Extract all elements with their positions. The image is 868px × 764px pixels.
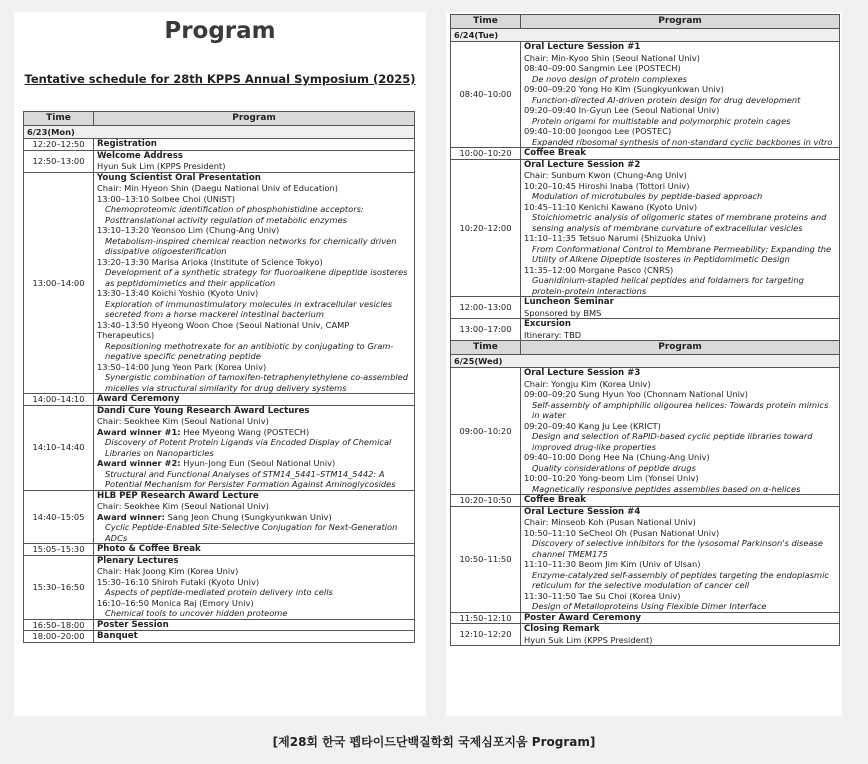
speaker-line: Chair: Yongju Kim (Korea Univ) <box>524 378 651 389</box>
award-winner-label: Award winner: <box>97 511 165 522</box>
talk-title: Stoichiometric analysis of oligomeric states of membrane proteins and <box>532 212 827 222</box>
session-title: Photo & Coffee Break <box>97 544 201 554</box>
program-cell <box>94 490 415 544</box>
time-cell: 10:20–12:00 <box>451 159 521 297</box>
time-cell: 15:30–16:50 <box>24 555 94 619</box>
table-row <box>24 631 415 643</box>
talk-title: Development of a synthetic strategy for fluoroalkene dipeptide isosteres <box>105 267 408 277</box>
speaker-line: 11:35–12:00 Morgane Pasco (CNRS) <box>524 264 674 275</box>
talk-title: Cyclic Peptide-Enabled Site-Selective Conjugation for Next-Generation <box>105 522 398 532</box>
speaker-line: Award winner: Sang Jeon Chung (Sungkyunkwan Univ) <box>97 511 332 522</box>
speaker-line: 09:40–10:00 Joongoo Lee (POSTEC) <box>524 126 672 136</box>
talk-title: Magnetically responsive peptides assemblies based on α-helices <box>532 483 801 494</box>
time-cell: 18:00–20:00 <box>24 631 94 643</box>
speaker-line: 11:30–11:50 Tae Su Choi (Korea Univ) <box>524 590 681 601</box>
program-cell <box>521 612 840 624</box>
speaker-line: 11:10–11:35 Tetsuo Narumi (Shizuoka Univ) <box>524 233 706 243</box>
header-program: Program <box>521 341 840 355</box>
program-cell <box>94 150 415 172</box>
session-title: Poster Session <box>97 619 169 630</box>
session-title: Oral Lecture Session #4 <box>524 506 641 517</box>
speaker-line: 10:20–10:45 Hiroshi Inaba (Tottori Univ) <box>524 180 690 191</box>
program-cell <box>521 368 840 495</box>
talk-title: channel TMEM175 <box>532 548 608 559</box>
table-row <box>451 159 840 297</box>
time-cell: 10:50–11:50 <box>451 506 521 612</box>
table-header <box>24 112 415 126</box>
talk-title: as peptidomimetics and their application <box>105 277 276 288</box>
program-cell <box>521 624 840 646</box>
talk-title: Discovery of Potent Protein Ligands via Encoded Display of Chemical <box>105 437 392 447</box>
program-cell <box>94 139 415 151</box>
schedule-table-day2-3 <box>450 14 840 646</box>
speaker-line: 09:20–09:40 Kang Ju Lee (KRICT) <box>524 420 661 431</box>
time-cell: 14:00–14:10 <box>24 394 94 406</box>
talk-title: Enzyme-catalyzed self-assembly of peptides targeting the endoplasmic <box>532 569 829 580</box>
time-cell: 10:20–10:50 <box>451 495 521 507</box>
speaker-line: Chair: Seokhee Kim (Seoul National Univ) <box>97 501 269 511</box>
program-cell <box>521 42 840 148</box>
header-time: Time <box>24 112 94 126</box>
table-row <box>24 394 415 406</box>
speaker-line: Chair: Hak Joong Kim (Korea Univ) <box>97 566 239 576</box>
program-cell <box>521 319 840 341</box>
talk-title: Synergistic combination of tamoxifen-tetraphenylethylene co-assembled <box>105 372 409 382</box>
table-row <box>24 150 415 172</box>
table-row <box>451 624 840 646</box>
table-row <box>24 555 415 619</box>
day-label: 6/23(Mon) <box>24 126 415 139</box>
talk-title: From Conformational Control to Membrane Permeability: Expanding the <box>532 243 832 254</box>
talk-title: Discovery of selective inhibitors for the lysosomal Parkinson's disease <box>532 538 823 548</box>
speaker-line: 16:10–16:50 Monica Raj (Emory Univ) <box>97 597 254 608</box>
talk-title: Chemical tools to uncover hidden proteome <box>105 608 288 618</box>
speaker-line: 13:30–13:40 Koichi Yoshio (Kyoto Univ) <box>97 288 259 298</box>
session-title: Oral Lecture Session #1 <box>524 42 641 52</box>
speaker-line: 10:45–11:10 Kenichi Kawano (Kyoto Univ) <box>524 201 698 212</box>
program-cell <box>521 148 840 160</box>
program-cell <box>94 172 415 394</box>
talk-title: sensing analysis of membrane curvature of extracellular vesicles <box>532 222 803 233</box>
header-program: Program <box>521 15 840 29</box>
talk-title: Design and selection of RaPID-based cyclic peptide libraries toward <box>532 431 813 441</box>
talk-title: Repositioning methotrexate for an antibiotic by conjugating to Gram- <box>105 340 394 351</box>
speaker-line: 08:40–09:00 Sangmin Lee (POSTECH) <box>524 63 681 73</box>
table-row <box>451 368 840 495</box>
talk-title: Guanidinium-stapled helical peptides and foldamers for targeting <box>532 275 804 285</box>
time-cell: 08:40–10:00 <box>451 42 521 148</box>
session-title: Poster Award Ceremony <box>524 612 642 623</box>
speaker-line: 15:30–16:10 Shiroh Futaki (Kyoto Univ) <box>97 576 260 587</box>
talk-title: Expanded ribosomal synthesis of non-standard cyclic backbones in vitro <box>532 136 833 147</box>
table-header <box>451 15 840 29</box>
time-cell: 09:00–10:20 <box>451 368 521 495</box>
talk-title: Design of Metalloproteins Using Flexible Dimer Interface <box>532 601 767 611</box>
session-title: Oral Lecture Session #3 <box>524 368 641 378</box>
talk-title: Chemoproteomic identification of phosphohistidine acceptors: <box>105 204 364 214</box>
left-page <box>14 12 426 716</box>
talk-title: protein-protein interactions <box>532 285 647 296</box>
talk-title: Exploration of immunostimulatory molecules in extracellular vesicles <box>105 298 393 309</box>
award-winner-label: Award winner #2: <box>97 458 181 468</box>
session-title: Welcome Address <box>97 150 183 161</box>
time-cell: 14:40–15:05 <box>24 490 94 544</box>
talk-title: Aspects of peptide-mediated protein delivery into cells <box>105 587 333 597</box>
table-row <box>24 139 415 151</box>
table-row <box>451 495 840 507</box>
speaker-line: Itinerary: TBD <box>524 329 582 340</box>
time-cell: 16:50–18:00 <box>24 619 94 631</box>
talk-title: De novo design of protein complexes <box>532 73 687 84</box>
talk-title: Function-directed AI-driven protein design for drug development <box>532 94 801 105</box>
speaker-line: Therapeutics) <box>97 330 155 340</box>
table-row <box>24 619 415 631</box>
schedule-table-day1 <box>23 111 415 643</box>
header-time: Time <box>451 341 521 355</box>
session-title: Dandi Cure Young Research Award Lectures <box>97 405 310 416</box>
time-cell: 10:00–10:20 <box>451 148 521 160</box>
time-cell: 14:10–14:40 <box>24 405 94 490</box>
day-row <box>451 29 840 42</box>
speaker-line: 09:00–09:20 Yong Ho Kim (Sungkyunkwan Univ) <box>524 84 724 94</box>
day-label: 6/24(Tue) <box>451 29 840 42</box>
talk-title: Posttranslational activity regulation of metabolic enzymes <box>105 214 347 225</box>
figure-caption: [제28회 한국 펩타이드단백질학회 국제심포지움 Program] <box>272 735 596 749</box>
speaker-line: Chair: Min Hyeon Shin (Daegu National Univ of Education) <box>97 183 338 193</box>
talk-title: Self-assembly of amphiphilic oligourea helices: Towards protein mimics <box>532 399 829 410</box>
table-row <box>451 148 840 160</box>
header-program: Program <box>94 112 415 126</box>
page-title: Program <box>164 18 276 44</box>
session-title: HLB PEP Research Award Lecture <box>97 490 259 501</box>
speaker-line: Chair: Min-Kyoo Shin (Seoul National Univ) <box>524 52 700 63</box>
table-row <box>24 172 415 394</box>
schedule-subtitle: Tentative schedule for 28th KPPS Annual Symposium (2025) <box>24 72 416 86</box>
talk-title: negative specific penetrating peptide <box>105 351 261 361</box>
speaker-line: Hyun Suk Lim (KPPS President) <box>97 161 226 171</box>
table-row <box>451 297 840 319</box>
program-cell <box>94 405 415 490</box>
program-cell <box>521 506 840 612</box>
speaker-line: Chair: Sunbum Kwon (Chung-Ang Univ) <box>524 170 687 180</box>
session-title: Oral Lecture Session #2 <box>524 159 641 170</box>
speaker-line: 10:50–11:10 SeCheol Oh (Pusan National Univ) <box>524 527 720 538</box>
talk-title: Quality considerations of peptide drugs <box>532 462 696 473</box>
talk-title: in water <box>532 410 566 420</box>
speaker-line: Hyun Suk Lim (KPPS President) <box>524 634 653 645</box>
table-row <box>451 506 840 612</box>
table-row <box>451 612 840 624</box>
session-title: Excursion <box>524 319 571 329</box>
talk-title: ADCs <box>105 532 128 543</box>
talk-title: dissipative oligoesterification <box>105 246 227 256</box>
speaker-line: 09:00–09:20 Sung Hyun Yoo (Chonnam National Univ) <box>524 389 749 399</box>
program-cell <box>521 495 840 507</box>
talk-title: Utility of Alkene Dipeptide Isosteres in Peptidomimetic Design <box>532 254 790 264</box>
speaker-line: 13:10–13:20 Yeonsoo Lim (Chung-Ang Univ) <box>97 225 280 235</box>
session-title: Closing Remark <box>524 624 600 634</box>
program-cell <box>94 555 415 619</box>
session-title: Coffee Break <box>524 495 586 505</box>
speaker-line: 10:00–10:20 Yong-beom Lim (Yonsei Univ) <box>524 473 699 483</box>
talk-title: Potential Mechanism for Persister Formation Against Aminoglycosides <box>105 479 396 489</box>
talk-title: improved drug-like properties <box>532 441 656 452</box>
speaker-line: 11:10–11:30 Beom Jim Kim (Univ of Ulsan) <box>524 559 701 569</box>
session-title: Young Scientist Oral Presentation <box>97 172 261 183</box>
session-title: Luncheon Seminar <box>524 297 614 307</box>
time-cell: 12:20–12:50 <box>24 139 94 151</box>
speaker-line: 09:40–10:00 Dong Hee Na (Chung-Ang Univ) <box>524 452 710 462</box>
talk-title: reticulum for the selective modulation of cancer cell <box>532 580 750 590</box>
time-cell: 13:00–17:00 <box>451 319 521 341</box>
speaker-line: Chair: Seokhee Kim (Seoul National Univ) <box>97 416 269 426</box>
speaker-line: Award winner #1: Hee Myeong Wang (POSTECH) <box>97 426 310 437</box>
table-header <box>451 341 840 355</box>
speaker-line: 13:20–13:30 Marisa Arioka (Institute of Science Tokyo) <box>97 256 323 267</box>
session-title: Banquet <box>97 631 138 641</box>
speaker-line: 13:00–13:10 Solbee Choi (UNIST) <box>97 193 235 204</box>
program-cell <box>521 297 840 319</box>
day-row <box>24 126 415 139</box>
talk-title: Metabolism-inspired chemical reaction networks for chemically driven <box>105 235 397 246</box>
table-row <box>451 42 840 148</box>
program-cell <box>94 544 415 556</box>
time-cell: 11:50–12:10 <box>451 612 521 624</box>
time-cell: 15:05–15:30 <box>24 544 94 556</box>
table-row <box>24 490 415 544</box>
speaker-line: 09:20–09:40 In-Gyun Lee (Seoul National Univ) <box>524 105 720 115</box>
program-cell <box>94 631 415 643</box>
table-row <box>24 405 415 490</box>
time-cell: 12:10–12:20 <box>451 624 521 646</box>
table-row <box>24 544 415 556</box>
speaker-line: 13:40–13:50 Hyeong Woon Choe (Seoul National Univ, CAMP <box>97 319 350 330</box>
time-cell: 12:00–13:00 <box>451 297 521 319</box>
table-row <box>451 319 840 341</box>
time-cell: 12:50–13:00 <box>24 150 94 172</box>
session-title: Registration <box>97 139 157 149</box>
program-cell <box>94 394 415 406</box>
talk-title: secreted from a horse mackerel intestinal bacterium <box>105 309 324 319</box>
speaker-line: 13:50–14:00 Jung Yeon Park (Korea Univ) <box>97 361 267 372</box>
speaker-line: Chair: Minseob Koh (Pusan National Univ) <box>524 517 696 527</box>
talk-title: Libraries on Nanoparticles <box>105 447 214 458</box>
session-title: Coffee Break <box>524 148 586 158</box>
program-cell <box>521 159 840 297</box>
talk-title: Structural and Functional Analyses of STM14_5441–STM14_5442: A <box>105 468 385 479</box>
session-title: Award Ceremony <box>97 394 180 404</box>
speaker-line: Award winner #2: Hyun-Jong Eun (Seoul National Univ) <box>97 458 336 468</box>
program-cell <box>94 619 415 631</box>
talk-title: micelles via structural similarity for drug delivery systems <box>105 382 347 393</box>
right-page <box>446 12 842 716</box>
day-row <box>451 355 840 368</box>
session-title: Plenary Lectures <box>97 555 179 566</box>
award-winner-label: Award winner #1: <box>97 426 181 437</box>
speaker-line: Sponsored by BMS <box>524 307 602 318</box>
talk-title: Protein origami for multistable and polymorphic protein cages <box>532 115 791 126</box>
time-cell: 13:00–14:00 <box>24 172 94 394</box>
day-label: 6/25(Wed) <box>451 355 840 368</box>
header-time: Time <box>451 15 521 29</box>
talk-title: Modulation of microtubules by peptide-based approach <box>532 191 763 201</box>
